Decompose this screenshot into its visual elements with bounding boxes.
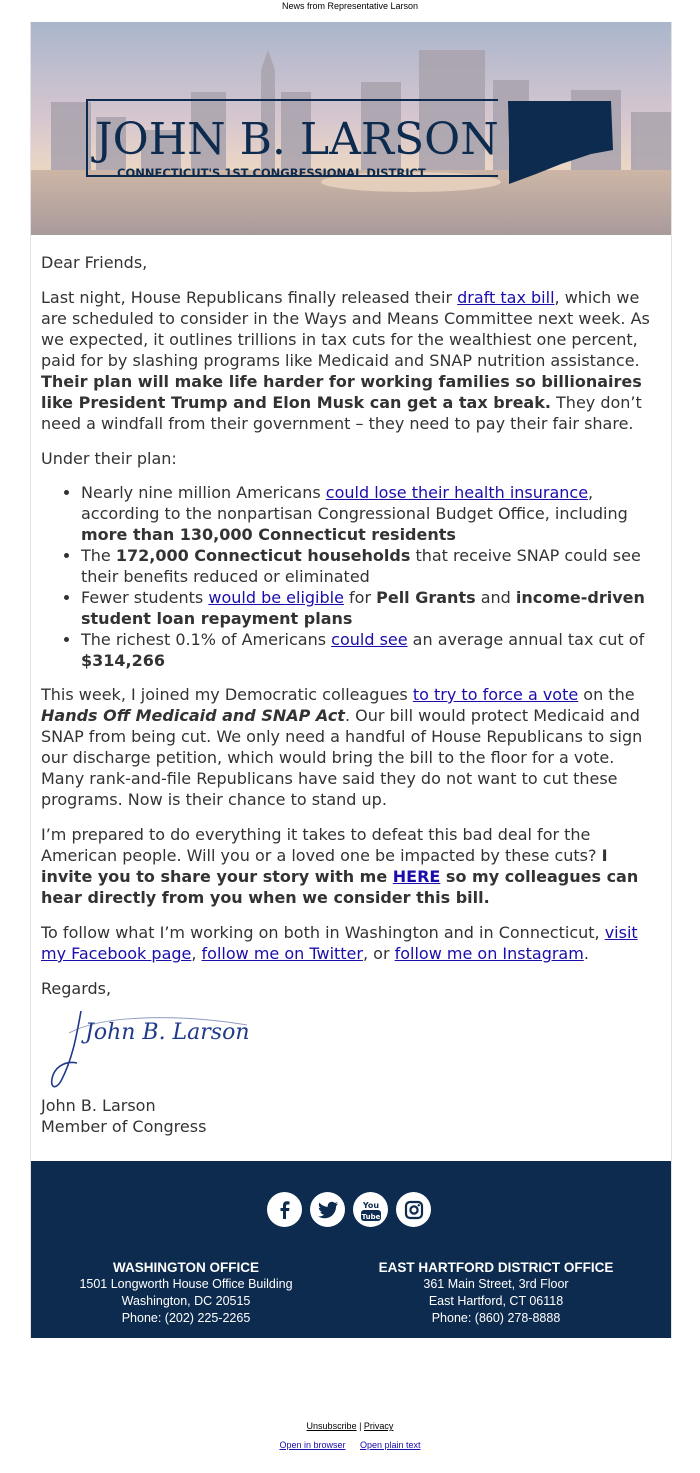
svg-text:You: You xyxy=(362,1200,379,1210)
washington-office xyxy=(41,1259,331,1327)
list-item: • The 172,000 Connecticut households that receive SNAP could see their benefits reduced or eliminated xyxy=(81,545,661,587)
office-title: WASHINGTON OFFICE xyxy=(112,1260,259,1275)
office-address-line: 1501 Longworth House Office Building xyxy=(79,1277,293,1291)
paragraph-follow: To follow what I’m working on both in Washington and in Connecticut, visit my Facebook page, follow me on Twitter, or follow me on Instagram. xyxy=(41,923,638,963)
force-vote-link[interactable]: to try to force a vote xyxy=(412,685,579,704)
banner-name: JOHN B. LARSON xyxy=(95,114,499,165)
skyline-banner-image xyxy=(31,22,671,235)
footer xyxy=(31,1161,671,1338)
office-address-line: East Hartford, CT 06118 xyxy=(428,1294,564,1308)
regards: Regards, xyxy=(41,979,112,998)
eligible-link[interactable]: would be eligible xyxy=(208,588,344,607)
email-legal-links: Unsubscribe | Privacy Open in browser Open plain text xyxy=(279,1421,421,1450)
social-links xyxy=(267,1192,431,1227)
under-their-plan: Under their plan: xyxy=(41,449,177,468)
preheader: News from Representative Larson xyxy=(281,1,419,11)
open-plain-text-link[interactable]: Open plain text xyxy=(360,1440,421,1450)
instagram-link[interactable]: follow me on Instagram xyxy=(394,944,584,963)
office-phone: Phone: (860) 278-8888 xyxy=(431,1311,561,1325)
paragraph-share-story: I’m prepared to do everything it takes to defeat this bad deal for the American people. Will you or a loved one be impacted by these cuts? I invite you to share your story with me HERE so my colleagues can hear directly from you when we consider this bill. xyxy=(41,825,639,907)
svg-text:Tube: Tube xyxy=(361,1212,380,1221)
list-item: • Nearly nine million Americans could lose their health insurance, according to the nonpartisan Congressional Budget Office, including more than 130,000 Connecticut residents xyxy=(81,482,661,545)
twitter-icon[interactable] xyxy=(310,1192,345,1227)
draft-tax-bill-link[interactable]: draft tax bill xyxy=(457,288,555,307)
youtube-icon[interactable] xyxy=(353,1192,388,1227)
twitter-link[interactable]: follow me on Twitter xyxy=(201,944,363,963)
letter-body xyxy=(31,235,671,1161)
paragraph-discharge-petition: This week, I joined my Democratic colleagues to try to force a vote on the Hands Off Medicaid and SNAP Act. Our bill would protect Medicaid and SNAP from being cut. We only need a handful of House Republicans to sign our discharge petition, which would bring the bill to the floor for a vote. Many rank-and-file Republicans have said they do not want to cut these programs. Now is their chance to stand up. xyxy=(41,685,643,809)
signature-text: John B. Larson xyxy=(85,1020,250,1045)
facebook-icon[interactable] xyxy=(267,1192,302,1227)
office-title: EAST HARTFORD DISTRICT OFFICE xyxy=(378,1260,614,1275)
share-story-here-link[interactable]: HERE xyxy=(392,867,441,886)
office-address-line: Washington, DC 20515 xyxy=(121,1294,251,1308)
could-see-link[interactable]: could see xyxy=(331,630,408,649)
unsubscribe-link[interactable]: Unsubscribe xyxy=(306,1421,357,1431)
banner-district: CONNECTICUT'S 1ST CONGRESSIONAL DISTRICT xyxy=(117,166,426,180)
list-item: • The richest 0.1% of Americans could see an average annual tax cut of $314,266 xyxy=(81,629,661,671)
impact-list xyxy=(41,482,661,671)
signature xyxy=(47,1003,661,1095)
east-hartford-office xyxy=(351,1259,641,1327)
email-card xyxy=(30,22,672,1338)
greeting: Dear Friends, xyxy=(41,253,148,272)
office-phone: Phone: (202) 225-2265 xyxy=(121,1311,251,1325)
paragraph-tax-bill: Last night, House Republicans finally released their draft tax bill, which we are scheduled to consider in the Ways and Means Committee next week. As we expected, it outlines trillions in tax cuts for the wealthiest one percent, paid for by slashing programs like Medicaid and SNAP nutrition assistance. Their plan will make life harder for working families so billionaires like President Trump and Elon Musk can get a tax break. They don’t need a windfall from their government – they need to pay their fair share. xyxy=(41,288,650,433)
open-in-browser-link[interactable]: Open in browser xyxy=(279,1440,346,1450)
list-item: • Fewer students would be eligible for Pell Grants and income-driven student loan repayment plans xyxy=(81,587,661,629)
health-insurance-link[interactable]: could lose their health insurance xyxy=(325,483,589,502)
privacy-link[interactable]: Privacy xyxy=(363,1421,394,1431)
signoff-name: John B. Larson xyxy=(41,1096,156,1115)
instagram-icon[interactable] xyxy=(396,1192,431,1227)
signoff-title: Member of Congress xyxy=(41,1117,207,1136)
office-address-line: 361 Main Street, 3rd Floor xyxy=(423,1277,569,1291)
facebook-page-link[interactable]: visit my Facebook page xyxy=(41,923,638,963)
signoff xyxy=(41,1095,661,1161)
header-banner xyxy=(31,22,671,235)
